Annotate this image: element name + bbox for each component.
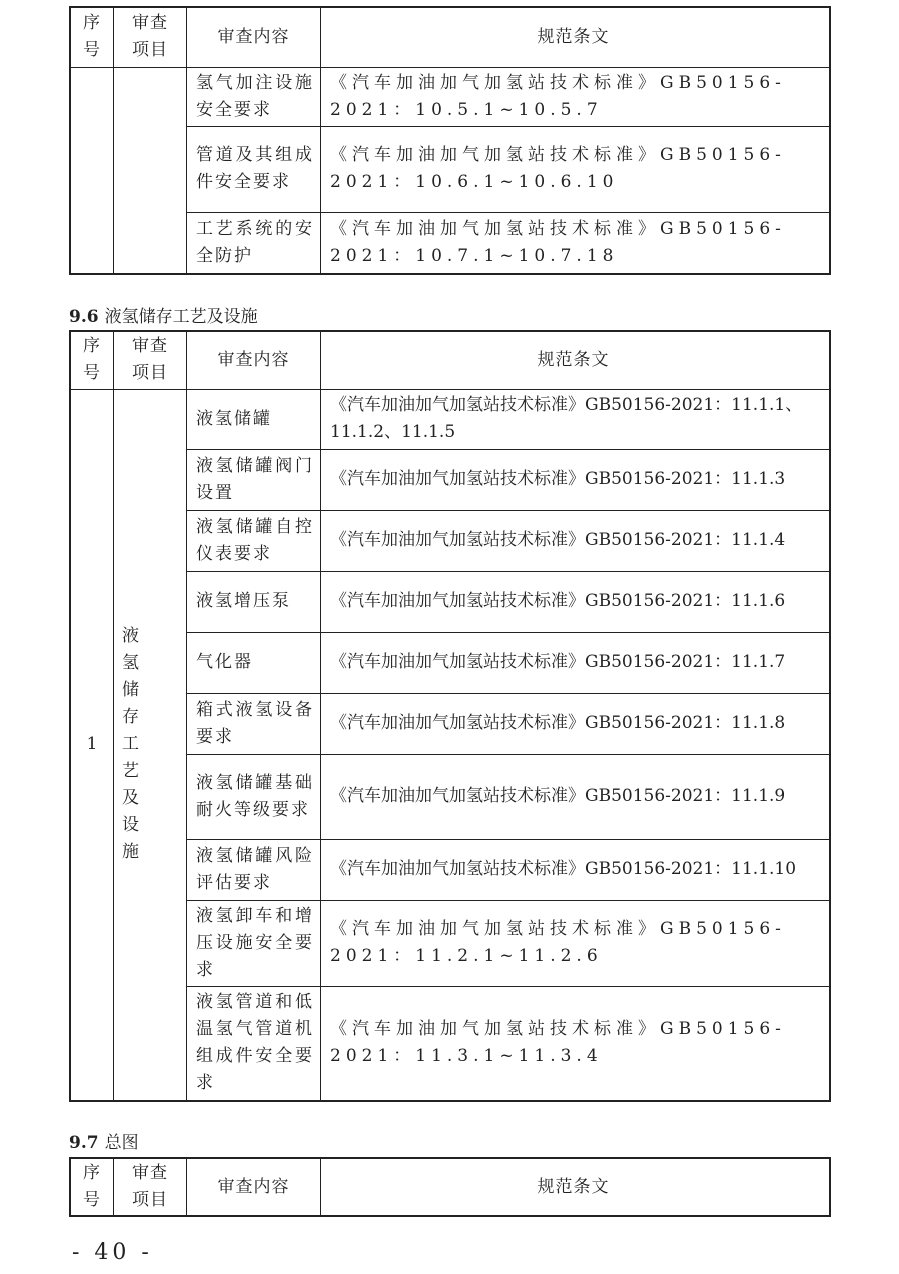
header-item: 审查项目 xyxy=(114,1158,187,1216)
row-item-text: 液氢储存工艺及设施 xyxy=(122,626,151,863)
row-standard: 《汽车加油加气加氢站技术标准》GB50156-2021：10.5.1~10.5.7 xyxy=(321,67,831,126)
row-content: 液氢管道和低温氢气管道机组成件安全要求 xyxy=(187,986,321,1101)
row-standard: 《汽车加油加气加氢站技术标准》GB50156-2021：11.1.8 xyxy=(321,693,831,754)
page-number: - 40 - xyxy=(72,1240,153,1265)
row-standard: 《汽车加油加气加氢站技术标准》GB50156-2021：11.1.10 xyxy=(321,839,831,900)
header-standard: 规范条文 xyxy=(321,331,831,389)
row-standard: 《汽车加油加气加氢站技术标准》GB50156-2021：11.2.1~11.2.6 xyxy=(321,900,831,986)
row-standard: 《汽车加油加气加氢站技术标准》GB50156-2021：10.6.1~10.6.10 xyxy=(321,126,831,212)
row-content: 氢气加注设施安全要求 xyxy=(187,67,321,126)
section-title-9-7 xyxy=(69,1128,139,1153)
row-standard: 《汽车加油加气加氢站技术标准》GB50156-2021：11.1.9 xyxy=(321,754,831,839)
row-content: 液氢储罐自控仪表要求 xyxy=(187,510,321,571)
header-content: 审查内容 xyxy=(187,7,321,67)
table-9-7 xyxy=(69,1157,831,1217)
section-heading: 液氢储存工艺及设施 xyxy=(104,307,258,327)
row-no-cell: 1 xyxy=(70,389,114,1101)
row-standard: 《汽车加油加气加氢站技术标准》GB50156-2021：11.1.1、11.1.2、11.1.5 xyxy=(321,389,831,449)
table-header-row xyxy=(70,7,830,67)
row-standard: 《汽车加油加气加氢站技术标准》GB50156-2021：11.1.3 xyxy=(321,449,831,510)
section-heading: 总图 xyxy=(104,1133,139,1153)
section-number: 9.6 xyxy=(69,307,99,327)
header-item: 审查项目 xyxy=(114,7,187,67)
row-standard: 《汽车加油加气加氢站技术标准》GB50156-2021：11.1.4 xyxy=(321,510,831,571)
table-header-row xyxy=(70,1158,830,1216)
row-content: 工艺系统的安全防护 xyxy=(187,212,321,274)
row-content: 液氢增压泵 xyxy=(187,571,321,632)
header-standard: 规范条文 xyxy=(321,1158,831,1216)
row-content: 气化器 xyxy=(187,632,321,693)
table-row xyxy=(70,67,830,126)
table-header-row xyxy=(70,331,830,389)
row-standard: 《汽车加油加气加氢站技术标准》GB50156-2021：11.1.6 xyxy=(321,571,831,632)
header-item: 审查项目 xyxy=(114,331,187,389)
header-no: 序号 xyxy=(70,7,114,67)
header-no: 序号 xyxy=(70,1158,114,1216)
header-content: 审查内容 xyxy=(187,331,321,389)
row-standard: 《汽车加油加气加氢站技术标准》GB50156-2021：11.1.7 xyxy=(321,632,831,693)
row-content: 液氢卸车和增压设施安全要求 xyxy=(187,900,321,986)
row-content: 液氢储罐阀门设置 xyxy=(187,449,321,510)
row-content: 管道及其组成件安全要求 xyxy=(187,126,321,212)
table-9-5-continued xyxy=(69,6,831,275)
header-content: 审查内容 xyxy=(187,1158,321,1216)
section-title-9-6 xyxy=(69,302,258,327)
row-content: 液氢储罐 xyxy=(187,389,321,449)
row-no-cell xyxy=(70,67,114,274)
section-number: 9.7 xyxy=(69,1133,99,1153)
row-content: 箱式液氢设备要求 xyxy=(187,693,321,754)
header-standard: 规范条文 xyxy=(321,7,831,67)
row-content: 液氢储罐风险评估要求 xyxy=(187,839,321,900)
row-content: 液氢储罐基础耐火等级要求 xyxy=(187,754,321,839)
row-item-cell xyxy=(114,389,187,1101)
table-9-6 xyxy=(69,330,831,1102)
header-no: 序号 xyxy=(70,331,114,389)
table-row xyxy=(70,389,830,449)
row-standard: 《汽车加油加气加氢站技术标准》GB50156-2021：10.7.1~10.7.18 xyxy=(321,212,831,274)
row-standard: 《汽车加油加气加氢站技术标准》GB50156-2021：11.3.1~11.3.4 xyxy=(321,986,831,1101)
row-item-cell xyxy=(114,67,187,274)
